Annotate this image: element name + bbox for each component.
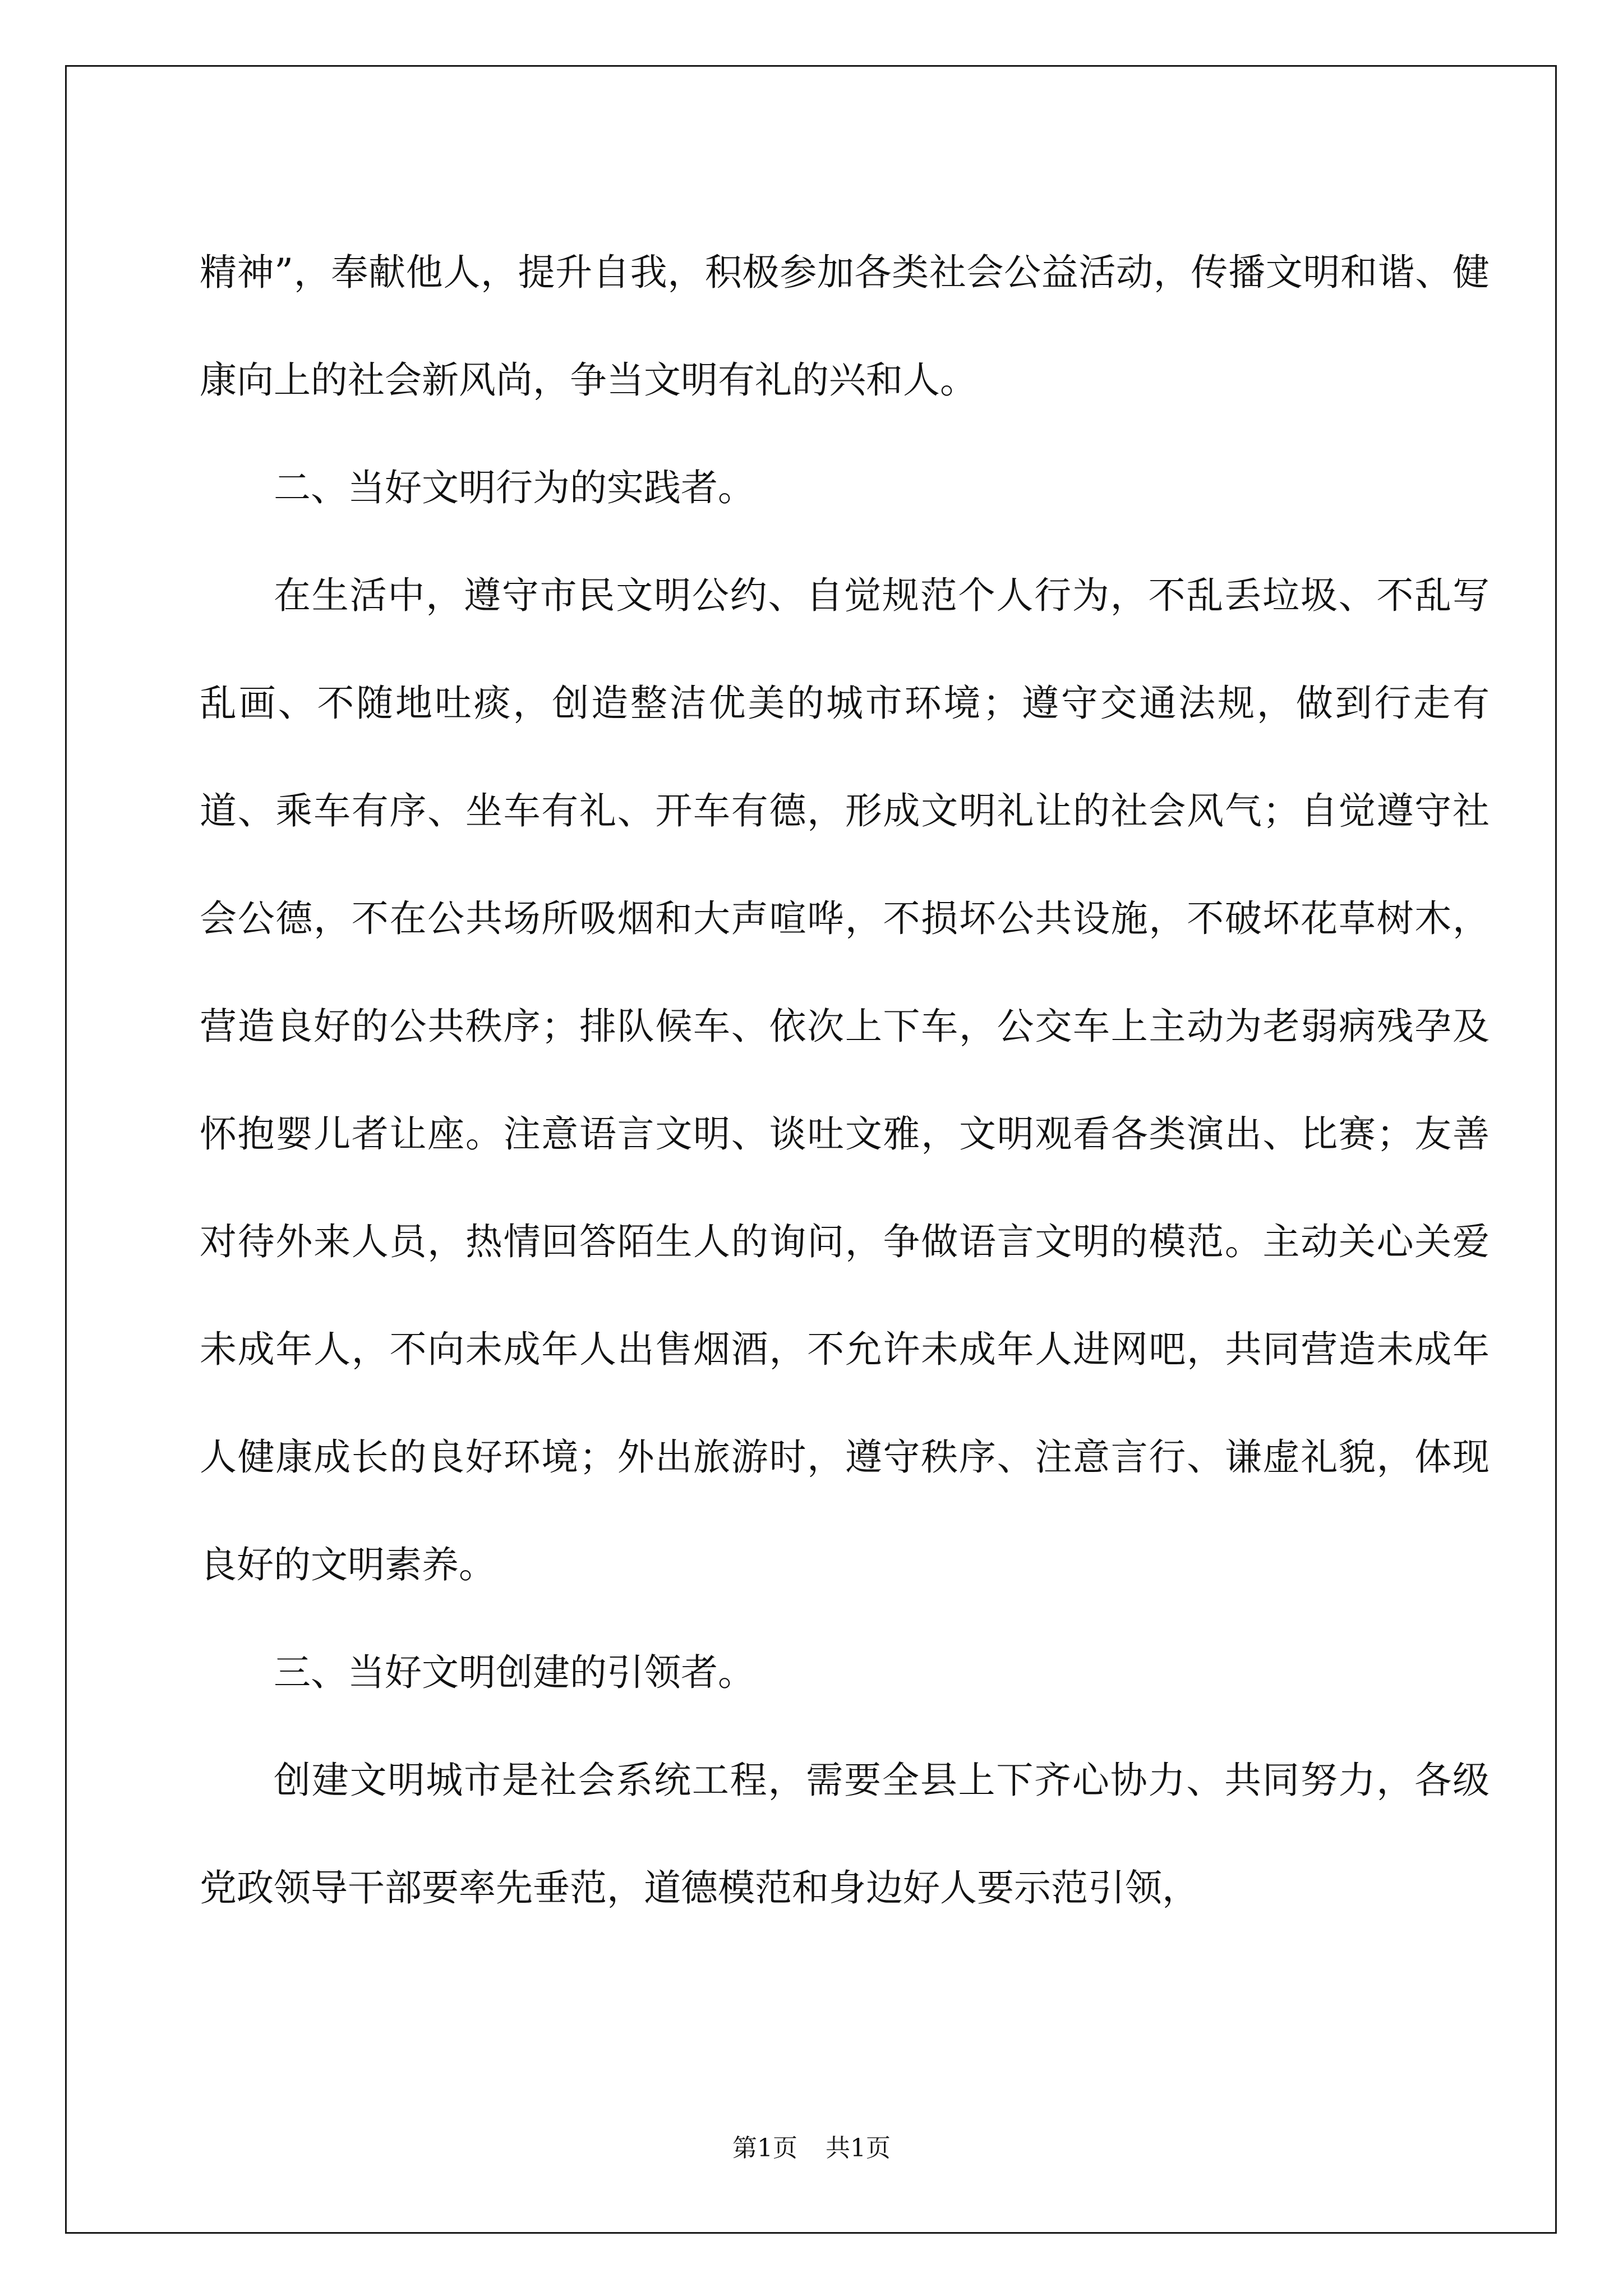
document-body [200, 219, 1490, 1942]
paragraph-5: 创建文明城市是社会系统工程，需要全县上下齐心协力、共同努力，各级党政领导干部要率先垂范，道德模范和身边好人要示范引领， [200, 1759, 1490, 1910]
paragraph-2-heading: 二、当好文明行为的实践者。 [274, 466, 755, 509]
paragraph-4-heading: 三、当好文明创建的引领者。 [274, 1651, 755, 1694]
page-total: 共1页 [826, 2134, 891, 2162]
page-number: 第1页 [732, 2134, 797, 2162]
paragraph-1: 精神”，奉献他人，提升自我，积极参加各类社会公益活动，传播文明和谐、健康向上的社会新风尚，争当文明有礼的兴和人。 [200, 251, 1490, 402]
page-footer [0, 2132, 1623, 2165]
paragraph-3: 在生活中，遵守市民文明公约、自觉规范个人行为，不乱丢垃圾、不乱写乱画、不随地吐痰，创造整洁优美的城市环境；遵守交通法规，做到行走有道、乘车有序、坐车有礼、开车有德，形成文明礼让的社会风气；自觉遵守社会公德，不在公共场所吸烟和大声喧哗，不损坏公共设施，不破坏花草树木，营造良好的公共秩序；排队候车、依次上下车，公交车上主动为老弱病残孕及怀抱婴儿者让座。注意语言文明、谈吐文雅，文明观看各类演出、比赛；友善对待外来人员，热情回答陌生人的询问，争做语言文明的模范。主动关心关爱未成年人，不向未成年人出售烟酒，不允许未成年人进网吧，共同营造未成年人健康成长的良好环境；外出旅游时，遵守秩序、注意言行、谦虚礼貌，体现良好的文明素养。 [200, 574, 1490, 1586]
